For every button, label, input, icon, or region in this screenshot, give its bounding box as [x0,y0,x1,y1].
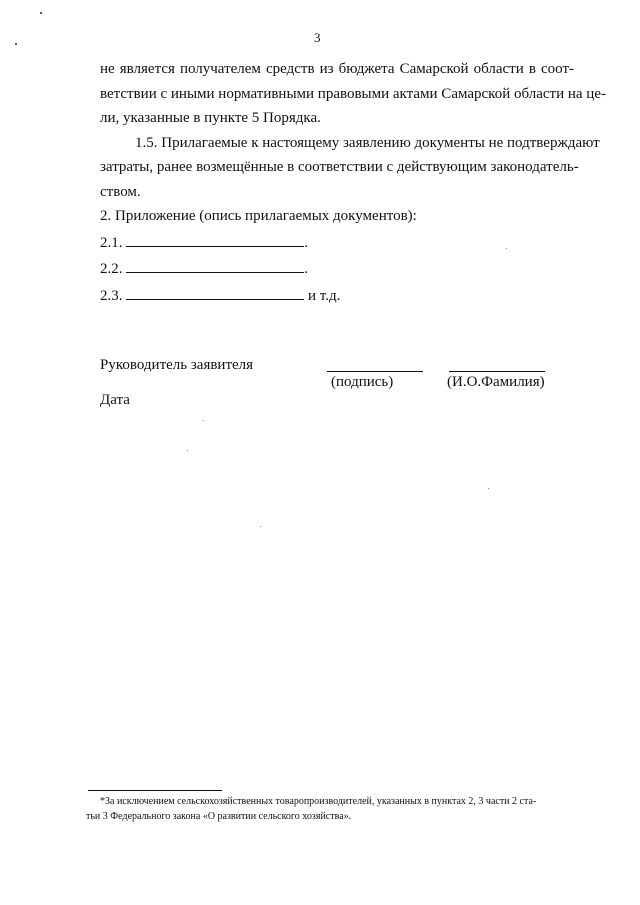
footnote-line: тьи 3 Федерального закона «О развитии сельского хозяйства». [86,811,352,822]
scan-dot [187,450,188,451]
attachment-number: 2.2. [100,261,123,277]
blank-line [126,259,304,273]
scan-dot [506,248,507,249]
scan-dot [488,488,489,489]
blank-line [126,286,304,300]
scan-dot [260,526,261,527]
date-label: Дата [100,392,130,408]
footnote-rule [88,790,222,791]
attachments-heading: 2. Приложение (опись прилагаемых документов): [100,208,417,224]
footnote-line: *За исключением сельскохозяйственных товаропроизводителей, указанных в пунктах 2, 3 части 2 ста- [100,796,537,807]
attachment-suffix: . [304,261,308,277]
attachment-item [100,233,308,252]
signature-label: Руководитель заявителя [100,357,254,373]
paragraph-line: ветствии с иными нормативными правовыми актами Самарской области на це- [100,86,606,102]
signature-line [327,371,423,372]
scan-speck [15,43,17,45]
paragraph-line: 1.5. Прилагаемые к настоящему заявлению документы не подтверждают [135,135,600,151]
attachment-suffix: и т.д. [308,288,341,304]
page-number: 3 [314,30,321,45]
paragraph-line: ли, указанные в пункте 5 Порядка. [100,110,321,126]
attachment-item [100,259,308,278]
name-caption: (И.О.Фамилия) [447,374,545,390]
scan-speck [40,12,42,14]
paragraph-line: ством. [100,184,141,200]
name-line [449,371,545,372]
attachment-suffix: . [304,235,308,251]
attachment-number: 2.3. [100,288,123,304]
blank-line [126,233,304,247]
attachment-number: 2.1. [100,235,123,251]
paragraph-line: не является получателем средств из бюджета Самарской области в соот- [100,61,574,77]
scan-dot [203,420,204,421]
attachment-item [100,286,340,305]
paragraph-line: затраты, ранее возмещённые в соответствии с действующим законодатель- [100,159,579,175]
signature-caption: (подпись) [331,374,394,390]
